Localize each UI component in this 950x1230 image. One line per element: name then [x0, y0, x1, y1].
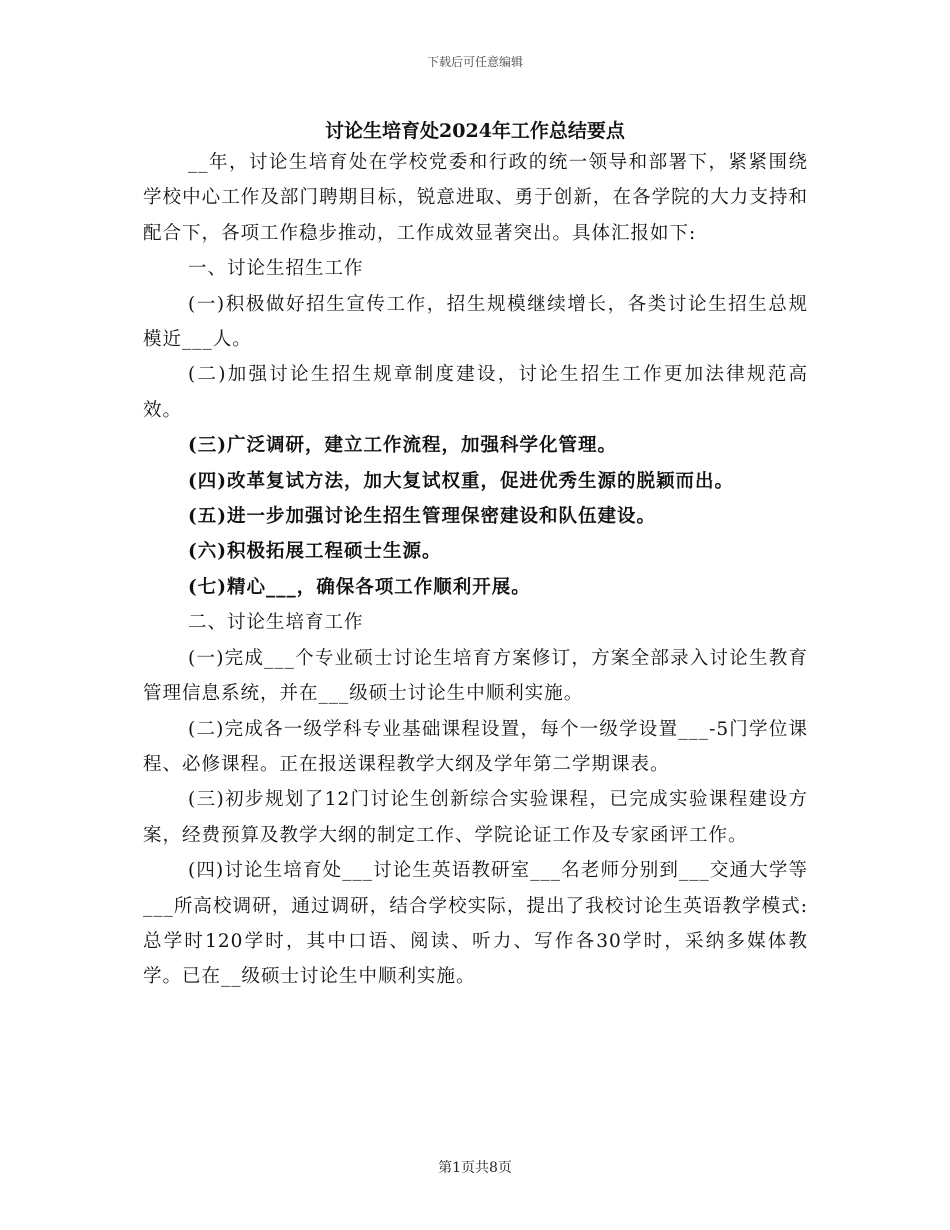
- section-1-item-4: (四)改革复试方法，加大复试权重，促进优秀生源的脱颖而出。: [188, 470, 735, 492]
- intro-paragraph: __年，讨论生培育处在学校党委和行政的统一领导和部署下，紧紧围绕学校中心工作及部门聘期目标，锐意进取、勇于创新，在各学院的大力支持和配合下，各项工作稳步推动，工作成效显著突出。具体汇报如下:: [143, 152, 808, 244]
- section-2-item-3: (三)初步规划了12门讨论生创新综合实验课程，已完成实验课程建设方案，经费预算及教学大纲的制定工作、学院论证工作及专家函评工作。: [143, 789, 808, 846]
- section-1-item-3: (三)广泛调研，建立工作流程，加强科学化管理。: [188, 435, 618, 457]
- document-body: [143, 145, 808, 995]
- section-1-item-1: (一)积极做好招生宣传工作，招生规模继续增长，各类讨论生招生总规模近___人。: [143, 293, 808, 351]
- section-2-item-1: (一)完成___个专业硕士讨论生培育方案修订，方案全部录入讨论生教育管理信息系统，并在___级硕士讨论生中顺利实施。: [143, 647, 808, 705]
- page-footer: 第1页共8页: [438, 1160, 512, 1176]
- section-2-item-2: (二)完成各一级学科专业基础课程设置，每个一级学设置___-5门学位课程、必修课程。正在报送课程教学大纲及学年第二学期课表。: [143, 718, 808, 775]
- section-1-heading: 一、讨论生招生工作: [188, 258, 364, 280]
- section-1-item-2: (二)加强讨论生招生规章制度建设，讨论生招生工作更加法律规范高效。: [143, 364, 808, 421]
- page-header-note: 下载后可任意编辑: [426, 55, 523, 69]
- section-1-item-5: (五)进一步加强讨论生招生管理保密建设和队伍建设。: [188, 506, 657, 528]
- section-2-heading: 二、讨论生培育工作: [188, 612, 364, 634]
- document-title: 讨论生培育处2024年工作总结要点: [325, 120, 625, 142]
- section-1-item-6: (六)积极拓展工程硕士生源。: [188, 541, 442, 563]
- section-1-item-7: (七)精心___，确保各项工作顺利开展。: [188, 576, 531, 598]
- section-2-item-4: (四)讨论生培育处___讨论生英语教研室___名老师分别到___交通大学等___所高校调研，通过调研，结合学校实际，提出了我校讨论生英语教学模式:总学时120学时，其中口语、阅读、听力、写作各30学时，采纳多媒体教学。已在__级硕士讨论生中顺利实施。: [143, 860, 808, 988]
